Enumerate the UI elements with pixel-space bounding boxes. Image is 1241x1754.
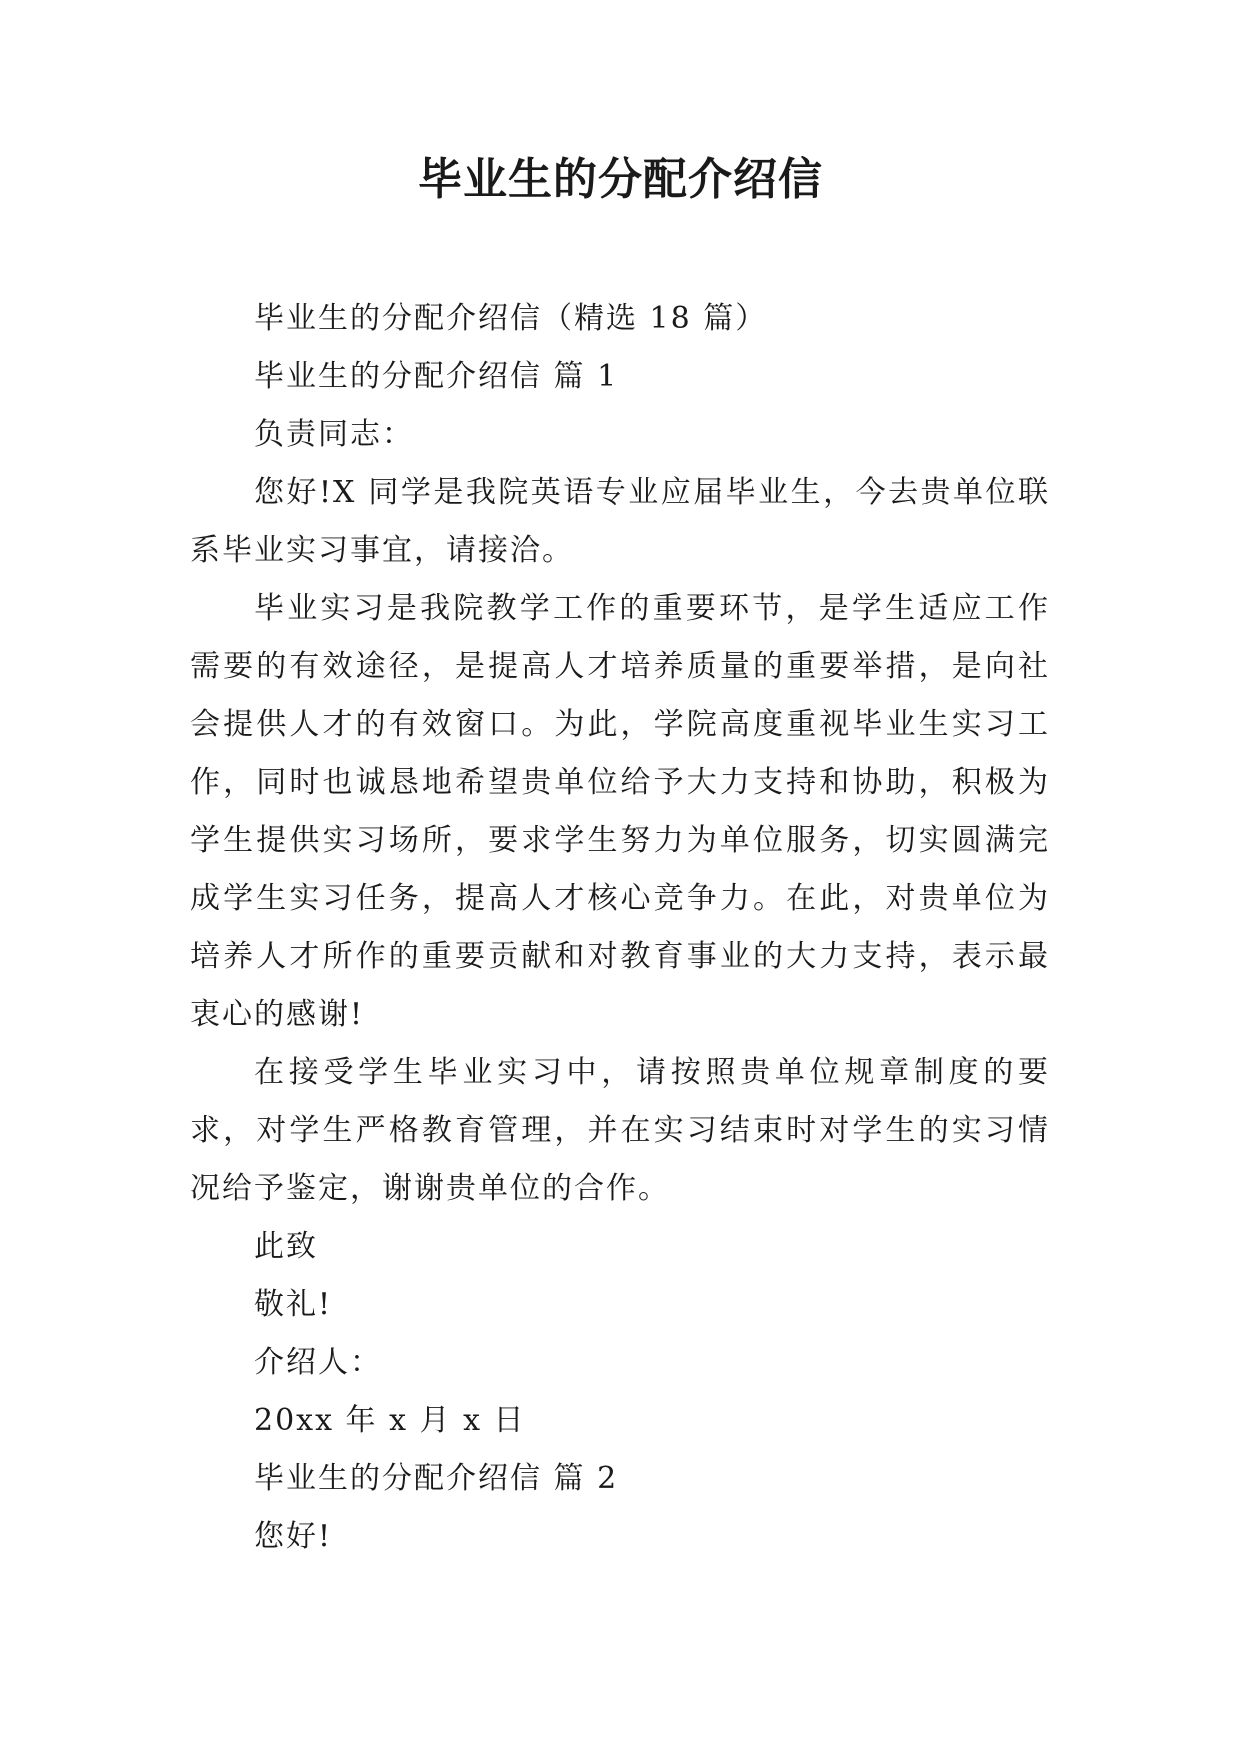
- body-paragraph: 您好!X 同学是我院英语专业应届毕业生，今去贵单位联系毕业实习事宜，请接洽。: [190, 475, 1050, 568]
- document-title: 毕业生的分配介绍信: [418, 154, 823, 205]
- section-heading-2: 毕业生的分配介绍信 篇 2: [254, 1461, 619, 1496]
- greeting-line: 您好!: [254, 1519, 333, 1554]
- section-heading-1: 毕业生的分配介绍信 篇 1: [254, 359, 619, 394]
- body-paragraph: 在接受学生毕业实习中，请按照贵单位规章制度的要求，对学生严格教育管理，并在实习结束时对学生的实习情况给予鉴定，谢谢贵单位的合作。: [190, 1055, 1050, 1206]
- salutation: 负责同志：: [254, 417, 414, 452]
- closing-regards: 敬礼!: [254, 1287, 333, 1322]
- document-body: [190, 290, 1050, 1566]
- closing-line: 此致: [254, 1229, 318, 1264]
- subtitle-selection: 毕业生的分配介绍信（精选 18 篇）: [254, 301, 768, 336]
- introducer-line: 介绍人：: [254, 1345, 382, 1380]
- body-paragraph: 毕业实习是我院教学工作的重要环节，是学生适应工作需要的有效途径，是提高人才培养质量的重要举措，是向社会提供人才的有效窗口。为此，学院高度重视毕业生实习工作，同时也诚恳地希望贵单位给予大力支持和协助，积极为学生提供实习场所，要求学生努力为单位服务，切实圆满完成学生实习任务，提高人才核心竞争力。在此，对贵单位为培养人才所作的重要贡献和对教育事业的大力支持，表示最衷心的感谢!: [190, 591, 1050, 1032]
- date-line: 20xx 年 x 月 x 日: [254, 1403, 526, 1438]
